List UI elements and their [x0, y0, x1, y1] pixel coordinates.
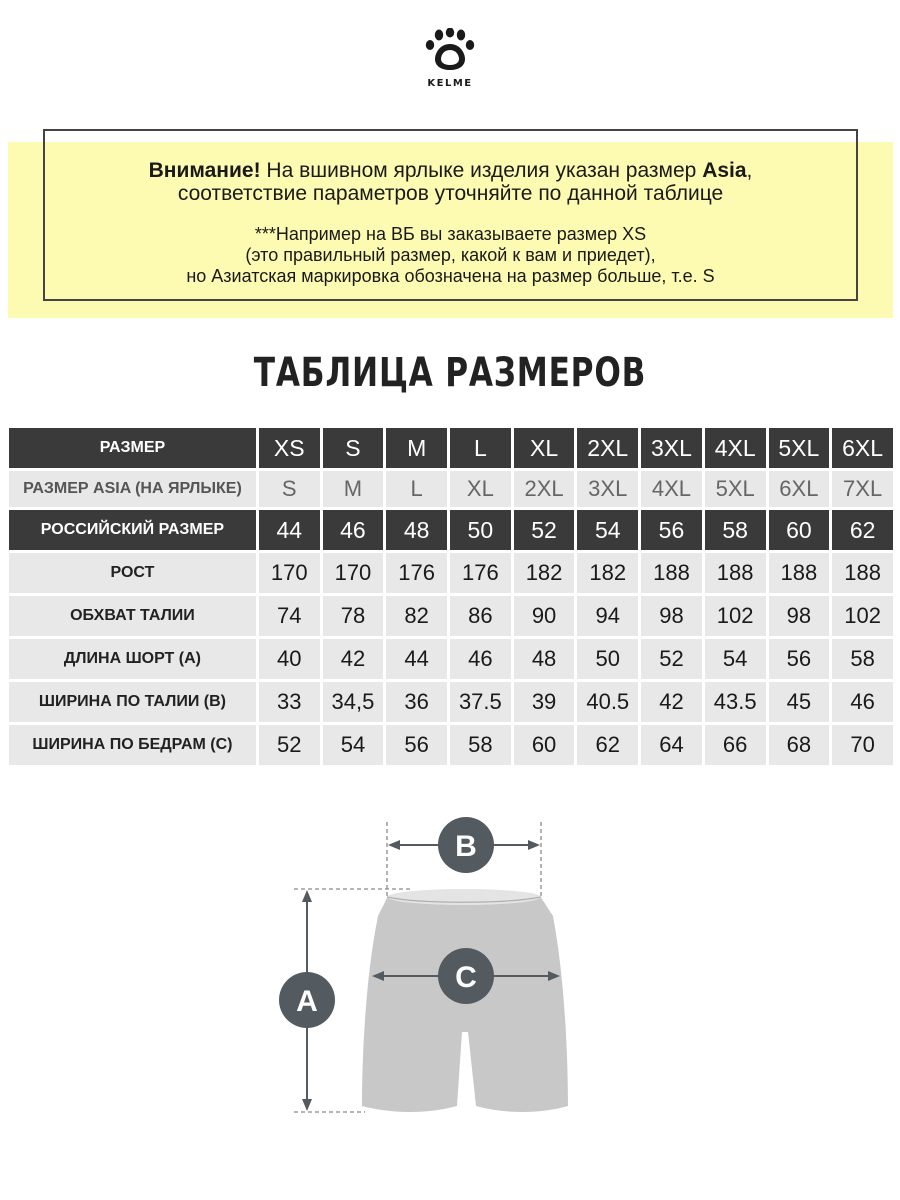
table-cell: 58 [832, 639, 893, 679]
table-row [9, 553, 893, 593]
table-cell: 48 [514, 639, 575, 679]
table-cell: 54 [705, 639, 766, 679]
table-cell: 2XL [577, 428, 638, 468]
table-row [9, 725, 893, 765]
table-cell: 58 [450, 725, 511, 765]
table-cell: 58 [705, 510, 766, 550]
notice-line-1-text: На вшивном ярлыке изделия указан размер [260, 159, 703, 182]
label-a: A [296, 985, 318, 1018]
table-cell: 60 [514, 725, 575, 765]
table-cell: XL [514, 428, 575, 468]
table-cell: 56 [769, 639, 830, 679]
shorts-diagram [0, 800, 900, 1130]
row-label: РОССИЙСКИЙ РАЗМЕР [9, 510, 256, 550]
table-cell: 34,5 [323, 682, 384, 722]
table-cell: 170 [323, 553, 384, 593]
table-cell: 52 [641, 639, 702, 679]
table-cell: 2XL [514, 471, 575, 507]
notice-line-3: ***Например на ВБ вы заказываете размер XS [254, 224, 647, 244]
notice-attention: Внимание! [148, 159, 261, 182]
measure-b [387, 817, 541, 898]
table-row [9, 639, 893, 679]
table-cell: 43.5 [705, 682, 766, 722]
table-cell: M [386, 428, 447, 468]
row-label: ОБХВАТ ТАЛИИ [9, 596, 256, 636]
table-cell: 42 [323, 639, 384, 679]
row-label: РОСТ [9, 553, 256, 593]
table-row [9, 596, 893, 636]
table-cell: 40.5 [577, 682, 638, 722]
table-cell: 94 [577, 596, 638, 636]
table-row [9, 510, 893, 550]
table-cell: 37.5 [450, 682, 511, 722]
table-cell: 36 [386, 682, 447, 722]
table-cell: 102 [832, 596, 893, 636]
table-cell: 64 [641, 725, 702, 765]
table-cell: 39 [514, 682, 575, 722]
table-cell: 46 [450, 639, 511, 679]
table-cell: 50 [450, 510, 511, 550]
table-cell: 4XL [705, 428, 766, 468]
table-cell: 188 [832, 553, 893, 593]
table-cell: L [386, 471, 447, 507]
table-cell: 4XL [641, 471, 702, 507]
table-cell: 45 [769, 682, 830, 722]
table-cell: 78 [323, 596, 384, 636]
table-cell: S [259, 471, 320, 507]
table-cell: 98 [641, 596, 702, 636]
table-cell: 52 [259, 725, 320, 765]
table-cell: 62 [577, 725, 638, 765]
table-cell: 40 [259, 639, 320, 679]
table-cell: S [323, 428, 384, 468]
table-cell: L [450, 428, 511, 468]
notice-line-5: но Азиатская маркировка обозначена на размер больше, т.е. S [186, 266, 715, 286]
table-cell: 54 [577, 510, 638, 550]
label-c: C [455, 961, 477, 994]
table-cell: 82 [386, 596, 447, 636]
table-cell: 46 [323, 510, 384, 550]
table-cell: 42 [641, 682, 702, 722]
table-cell: 102 [705, 596, 766, 636]
table-cell: 62 [832, 510, 893, 550]
table-cell: 3XL [577, 471, 638, 507]
table-cell: 188 [641, 553, 702, 593]
row-label: РАЗМЕР [9, 428, 256, 468]
table-cell: 98 [769, 596, 830, 636]
table-cell: 176 [386, 553, 447, 593]
table-cell: M [323, 471, 384, 507]
table-cell: 56 [386, 725, 447, 765]
table-cell: 7XL [832, 471, 893, 507]
table-cell: XS [259, 428, 320, 468]
row-label: РАЗМЕР ASIA (НА ЯРЛЫКЕ) [9, 471, 256, 507]
notice-line-4: (это правильный размер, какой к вам и приедет), [245, 245, 656, 265]
row-label: ШИРИНА ПО ТАЛИИ (В) [9, 682, 256, 722]
brand-name: KELME [427, 78, 473, 89]
notice-line-1 [43, 159, 858, 183]
table-cell: 188 [705, 553, 766, 593]
table-cell: 182 [577, 553, 638, 593]
table-cell: 48 [386, 510, 447, 550]
table-cell: 68 [769, 725, 830, 765]
table-cell: XL [450, 471, 511, 507]
table-cell: 86 [450, 596, 511, 636]
table-cell: 46 [832, 682, 893, 722]
table-cell: 60 [769, 510, 830, 550]
table-cell: 54 [323, 725, 384, 765]
table-cell: 44 [386, 639, 447, 679]
table-cell: 33 [259, 682, 320, 722]
notice-asia: Asia [702, 159, 747, 182]
table-cell: 5XL [705, 471, 766, 507]
table-cell: 3XL [641, 428, 702, 468]
paw-icon [423, 28, 477, 72]
table-row [9, 428, 893, 468]
table-cell: 176 [450, 553, 511, 593]
page-title: ТАБЛИЦА РАЗМЕРОВ [253, 350, 647, 396]
table-row [9, 682, 893, 722]
table-cell: 44 [259, 510, 320, 550]
table-cell: 56 [641, 510, 702, 550]
table-cell: 5XL [769, 428, 830, 468]
table-cell: 6XL [769, 471, 830, 507]
size-table [6, 425, 896, 768]
table-cell: 90 [514, 596, 575, 636]
table-cell: 66 [705, 725, 766, 765]
table-cell: 74 [259, 596, 320, 636]
row-label: ШИРИНА ПО БЕДРАМ (С) [9, 725, 256, 765]
brand-logo [400, 28, 500, 89]
table-cell: 70 [832, 725, 893, 765]
table-cell: 6XL [832, 428, 893, 468]
notice-line-1-end: , [746, 159, 753, 182]
notice-line-2: соответствие параметров уточняйте по данной таблице [177, 182, 724, 205]
table-cell: 50 [577, 639, 638, 679]
table-cell: 170 [259, 553, 320, 593]
row-label: ДЛИНА ШОРТ (А) [9, 639, 256, 679]
table-cell: 52 [514, 510, 575, 550]
table-row [9, 471, 893, 507]
table-cell: 182 [514, 553, 575, 593]
table-cell: 188 [769, 553, 830, 593]
label-b: B [455, 830, 477, 863]
